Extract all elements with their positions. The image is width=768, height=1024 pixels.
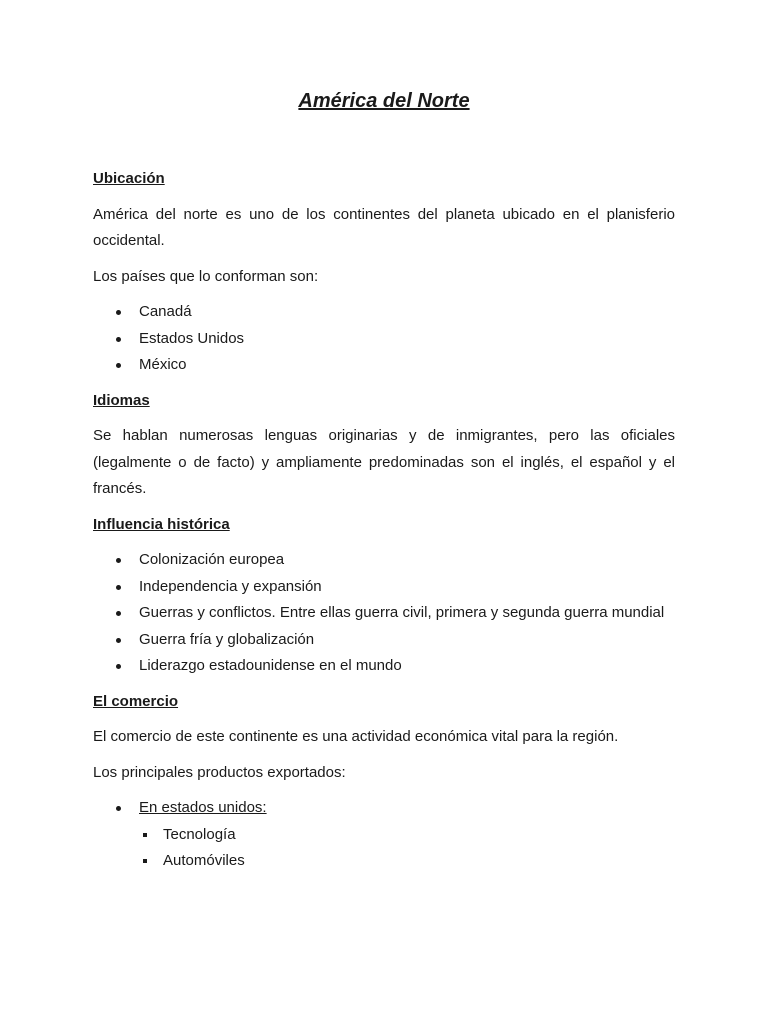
bullet-icon xyxy=(116,585,121,590)
list-item xyxy=(93,795,675,875)
idiomas-paragraph: Se hablan numerosas lenguas originarias y de inmigrantes, pero las oficiales (legalmente o de facto) y ampliamente predominadas son el inglés, el español y el francés. xyxy=(93,427,675,497)
sub-list-item: Automóviles xyxy=(139,848,675,875)
document-title: América del Norte xyxy=(298,90,470,112)
list-item: Guerra fría y globalización xyxy=(93,627,675,654)
list-item: Canadá xyxy=(93,299,675,326)
ubicacion-paragraph: América del norte es uno de los continentes del planeta ubicado en el planisferio occidental. xyxy=(93,205,675,249)
section-heading-comercio: El comercio xyxy=(93,692,179,710)
bullet-icon xyxy=(116,638,121,643)
exports-list xyxy=(93,795,675,875)
exports-intro: Los principales productos exportados: xyxy=(93,763,346,781)
list-item: Guerras y conflictos. Entre ellas guerra civil, primera y segunda guerra mundial xyxy=(93,600,675,627)
document-body xyxy=(93,166,675,884)
sub-list-item: Tecnología xyxy=(139,822,675,849)
square-bullet-icon xyxy=(143,859,147,863)
bullet-icon xyxy=(116,363,121,368)
bullet-icon xyxy=(116,611,121,616)
influencia-list xyxy=(93,547,675,680)
bullet-icon xyxy=(116,337,121,342)
exports-group-label: En estados unidos: xyxy=(139,799,267,816)
exports-sublist xyxy=(139,822,675,875)
bullet-icon xyxy=(116,664,121,669)
list-item: Estados Unidos xyxy=(93,326,675,353)
countries-intro: Los países que lo conforman son: xyxy=(93,267,319,285)
comercio-paragraph: El comercio de este continente es una actividad económica vital para la región. xyxy=(93,728,619,745)
section-heading-ubicacion: Ubicación xyxy=(93,170,165,187)
list-item: Liderazgo estadounidense en el mundo xyxy=(93,653,675,680)
bullet-icon xyxy=(116,558,121,563)
list-item: México xyxy=(93,352,675,379)
section-heading-influencia: Influencia histórica xyxy=(93,515,230,533)
section-heading-idiomas: Idiomas xyxy=(93,391,150,409)
bullet-icon xyxy=(116,806,121,811)
square-bullet-icon xyxy=(143,833,147,837)
list-item: Independencia y expansión xyxy=(93,574,675,601)
list-item: Colonización europea xyxy=(93,547,675,574)
bullet-icon xyxy=(116,310,121,315)
countries-list xyxy=(93,299,675,379)
